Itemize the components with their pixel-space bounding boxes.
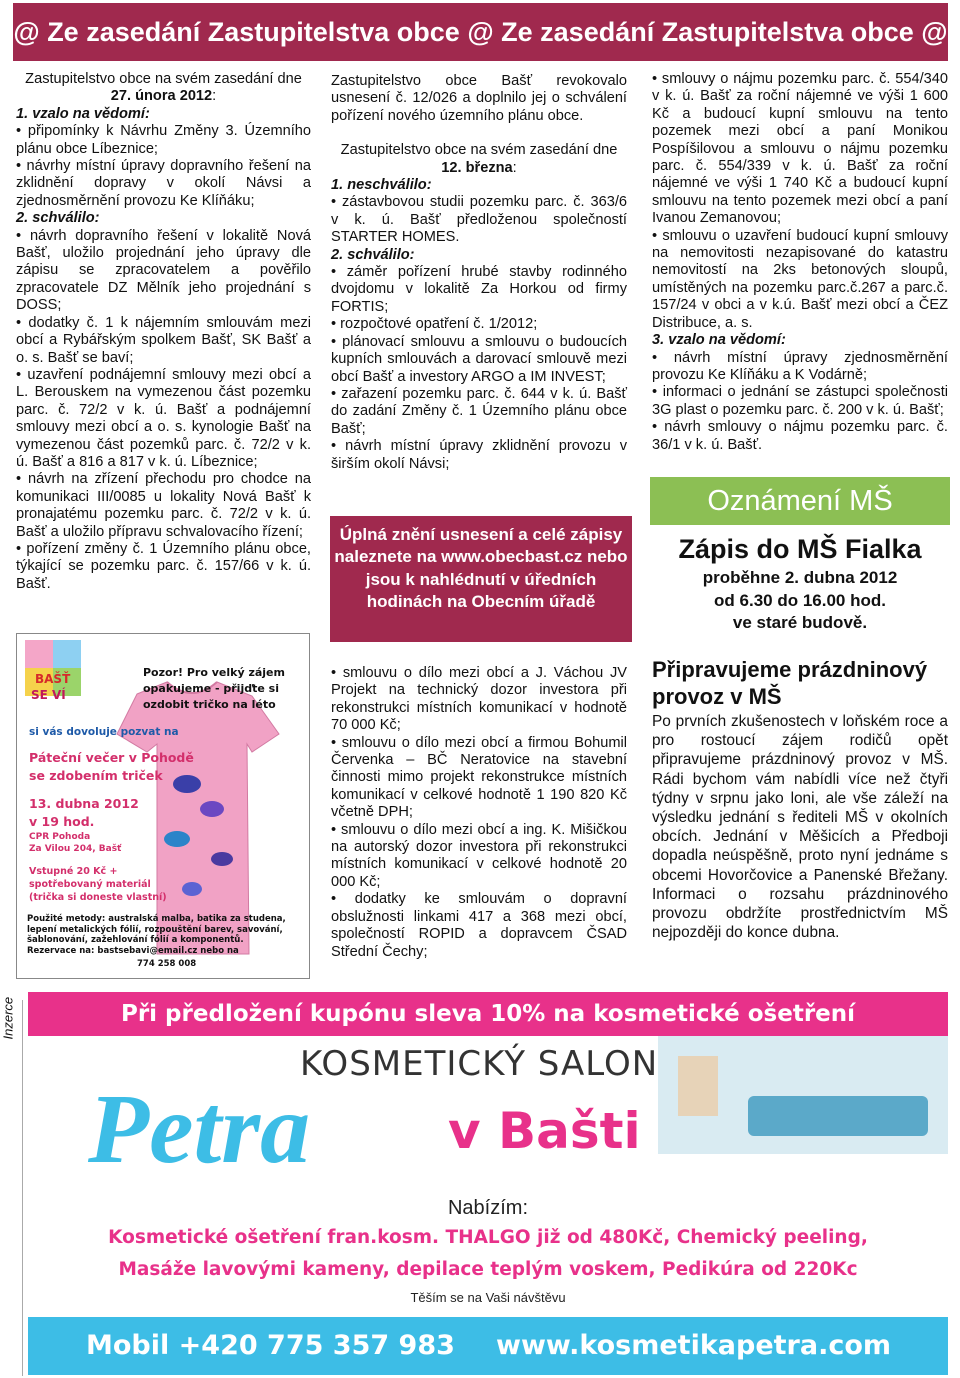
column-2	[331, 73, 627, 473]
col3-item: • návrh místní úpravy zjednosměrnění provozu Ke Klíňáku a K Vodárně;	[652, 349, 948, 383]
ad1-place-2: Za Vilou 204, Bašť	[29, 844, 122, 854]
col1-item: • uzavření podnájemní smlouvy mezi obcí a L. Berouskem na vymezenou část pozemku parc. č. 72/2 v k. ú. Bašť a podnájemní smlouvy mezi obcí a o. s. kynologie Bašť na vymezenou část pozemků parc. č. 72/2 v k. ú. Bašť a 816 a 817 v k. ú. Líbeznice;	[16, 366, 311, 470]
col2-heading-approved: 2. schválilo:	[331, 246, 415, 263]
col2-heading-rejected: 1. neschválilo:	[331, 177, 432, 194]
ad1-pozor-3: ozdobit tričko na léto	[143, 698, 276, 711]
ad1-methods: Použité metody: australská malba, batika za studena, lepení metalických fólií, rozpouštění barev, savování, šablonování, zažehlování fólií a komponentů.	[27, 914, 286, 945]
kindergarten-enrolment	[650, 531, 950, 635]
ad1-invite: si vás dovoluje pozvat na	[29, 726, 179, 738]
col1-heading-noted: 1. vzalo na vědomí:	[16, 105, 150, 122]
ad1-date: 13. dubna 2012	[29, 796, 139, 811]
page-banner: @ Ze zasedání Zastupitelstva obce @ Ze zasedání Zastupitelstva obce @	[13, 3, 948, 61]
ad2-offer-label: Nabízím:	[447, 1197, 529, 1219]
column-2-continued	[331, 665, 627, 961]
col2-intro: Zastupitelstvo obce na svém zasedání dne 12. března:	[340, 142, 618, 176]
enrolment-place: ve staré budově.	[732, 613, 868, 632]
col2b-item: • smlouvu o dílo mezi obcí a firmou Bohumil Červenka – BČ Neratovice na stavební činnosti mimo projekt rekonstrukce místních komunikací v celkové hodnotě 1 190 820 Kč včetně DPH;	[331, 734, 627, 821]
ad1-place-1: CPR Pohoda	[29, 832, 91, 842]
summer-operation-text: Po prvních zkušenostech v loňském roce a pro rostoucí zájem rodičů opět připravujeme prázdninový provoz v MŠ. Rádi bychom vám nabídli více než čtyři týdny v srpnu jako loni, ale vše záleží na výsledku jednání s řediteli MŠ v okolních obcích. Jednání v Měšicích a Předboji dopadla neúspěšně, proto nyní jednáme s obcemi Hovorčovice a Panenské Břežany. Informaci o rozsahu prázdninového provozu obdržíte prostřednictvím MŠ nejpozději do konce dubna.	[652, 713, 948, 942]
column-3	[652, 71, 948, 454]
col2-revocation: Zastupitelstvo obce Bašť revokovalo usnesení č. 12/026 a doplnilo jej o schválení pořízení nového územního plánu obce.	[331, 73, 627, 124]
ad1-entry-1: Vstupné 20 Kč +	[29, 866, 118, 877]
ad2-place: v Bašti	[448, 1102, 641, 1160]
col3-item: • smlouvu o uzavření budoucí kupní smlouvy na nemovitosti nezapisované do katastru nemovitostí na 2ks betonových sloupů, umístěných na pozemku parc.č.267 a parc.č. 157/24 v obci a v k.ú. Bašť mezi obcí a ČEZ Distribuce, a. s.	[652, 227, 948, 331]
full-minutes-notice: Úplná znění usnesení a celé zápisy naleznete na www.obecbast.cz nebo jsou k nahlédnutí v úředních hodinách na Obecním úřadě	[330, 516, 632, 642]
ad2-salon-title: KOSMETICKÝ SALON	[300, 1044, 659, 1084]
ad2-petra: Petra	[88, 1073, 311, 1184]
col2b-item: • smlouvu o dílo mezi obcí a J. Váchou JV Projekt na technický dozor investora při rekonstrukci místních komunikací v hodnotě 70 000 Kč;	[331, 665, 627, 734]
col2-item: • plánovací smlouvu a smlouvu o budoucích kupních smlouvách a darovací smlouvě mezi obcí Bašť a investory ARGO a IM INVEST;	[331, 333, 627, 385]
ad1-time: v 19 hod.	[29, 814, 95, 829]
ad2-offer-line-1: Kosmetické ošetření fran.kosm. THALGO již od 480Kč, Chemický peeling,	[108, 1227, 868, 1248]
col3-heading-noted: 3. vzalo na vědomí:	[652, 332, 786, 349]
col2-item: • zástavbovou studii pozemku parc. č. 363/6 v k. ú. Bašť předloženou společností STARTER HOMES.	[331, 194, 627, 246]
logo-bast: BAŠŤ	[35, 672, 71, 686]
col3-item: • návrh smlouvy o nájmu pozemku parc. č. 36/1 v k. ú. Bašť.	[652, 419, 948, 453]
col2b-item: • smlouvu o dílo mezi obcí a ing. K. Mišičkou na autorský dozor investora při rekonstrukci místních komunikací v celkové hodnotě 20 000 Kč;	[331, 821, 627, 890]
enrolment-date: proběhne 2. dubna 2012	[702, 568, 898, 587]
col2-item: • rozpočtové opatření č. 1/2012;	[331, 316, 538, 333]
col2-item: • záměr pořízení hrubé stavby rodinného dvojdomu v lokalitě Za Horkou od firmy FORTIS;	[331, 264, 627, 315]
col1-heading-approved: 2. schválilo:	[16, 210, 100, 227]
summer-operation-title: Připravujeme prázdninový provoz v MŠ	[652, 657, 928, 709]
col2-item: • návrh místní úpravy zklidnění provozu v širším okolí Návsi;	[331, 438, 627, 472]
ad1-entry-2: spotřebovaný materiál	[29, 879, 151, 890]
col1-intro: Zastupitelstvo obce na svém zasedání dne 27. února 2012:	[25, 71, 302, 105]
ad2-offer-line-2: Masáže lavovými kameny, depilace teplým voskem, Pedikúra od 220Kc	[118, 1259, 858, 1280]
col1-item: • návrhy místní úpravy dopravního řešení na zklidnění dopravy v okolí Návsi a zjednosměrnění provozu Ke Klíňáku;	[16, 158, 311, 209]
ad2-discount-strip: Při předložení kupónu sleva 10% na kosmetické ošetření	[28, 992, 948, 1036]
col1-item: • dodatky č. 1 k nájemním smlouvám mezi obcí a Rybářským spolkem Bašť, SK Bašť a o. s. Bašť se baví;	[16, 314, 311, 366]
column-1	[16, 71, 311, 593]
ad2-contact-strip	[28, 1317, 948, 1375]
col2b-item: • dodatky ke smlouvám o dopravní obslužnosti linkami 417 a 368 mezi obcí, společností ROPID a dopravcem ČSAD Střední Čechy;	[331, 891, 627, 960]
col1-item: • připomínky k Návrhu Změny 3. Územního plánu obce Líbeznice;	[16, 123, 311, 157]
ad2-wish: Těším se na Vaši návštěvu	[410, 1290, 566, 1305]
ad1-event-1: Páteční večer v Pohodě	[29, 750, 194, 765]
col3-item: • informaci o jednání se zástupci společnosti 3G plast o pozemku parc. č. 200 v k. ú. Bašť;	[652, 384, 948, 418]
ad1-pozor-2: opakujeme - přijďte si	[143, 682, 279, 695]
ad1-pozor-1: Pozor! Pro velký zájem	[143, 666, 285, 679]
ad1-entry-3: (trička si doneste vlastní)	[29, 892, 167, 903]
advert-divider-line	[22, 1000, 23, 1376]
col1-item: • návrh na zřízení přechodu pro chodce na komunikaci III/0085 u lokality Nová Bašť k pronajatému pozemku parc. č. 72/2 v k. ú. Bašť a uložilo přípravu schvalovacího řízení;	[16, 471, 311, 540]
col1-item: • pořízení změny č. 1 Územního plánu obce, týkající se pozemku parc. č. 157/66 v k. ú. Bašť.	[16, 540, 311, 592]
logo-sevi: SE VÍ	[31, 688, 66, 702]
enrolment-time: od 6.30 do 16.00 hod.	[714, 590, 886, 610]
cosmetic-salon-advert	[28, 992, 948, 1375]
tshirt-event-advert	[16, 633, 310, 979]
ad1-phone: 774 258 008	[137, 959, 197, 969]
col1-item: • návrh dopravního řešení v lokalitě Nová Bašť, uložilo projednání jeho úpravy dle zápisu se zpracovatelem a pověřilo zpracovatele DZ Mělník jeho projednání s DOSS;	[16, 227, 311, 314]
kindergarten-notice-header: Oznámení MŠ	[650, 477, 950, 525]
col3-item: • smlouvy o nájmu pozemku parc. č. 554/340 v k. ú. Bašť za roční nájemné ve výši 1 600 Kč a budoucí kupní smlouvu na tento pozemek mezi obcí a paní Monikou Pospíšilovou a smlouvu o nájmu pozemku parc. č. 554/339 v k. ú. Bašť za roční nájemné ve výši 1 740 Kč a budoucí kupní smlouvu na tento pozemek mezi obcí a paní Ivanou Zemanovou;	[652, 71, 948, 227]
ad2-website: www.kosmetikapetra.com	[496, 1330, 892, 1361]
ad1-reservation: Rezervace na: bastsebavi@email.cz nebo na	[27, 946, 239, 956]
col2-item: • zařazení pozemku parc. č. 644 v k. ú. Bašť do zadání Změny č. 1 Územního plánu obce Bašť;	[331, 385, 627, 437]
advert-section-label: Inzerce	[0, 996, 16, 1040]
summer-operation-article	[652, 656, 948, 942]
ad1-event-2: se zdobením triček	[29, 768, 163, 783]
enrolment-title: Zápis do MŠ Fialka	[678, 534, 922, 564]
ad2-mobile: Mobil +420 775 357 983	[86, 1330, 455, 1361]
